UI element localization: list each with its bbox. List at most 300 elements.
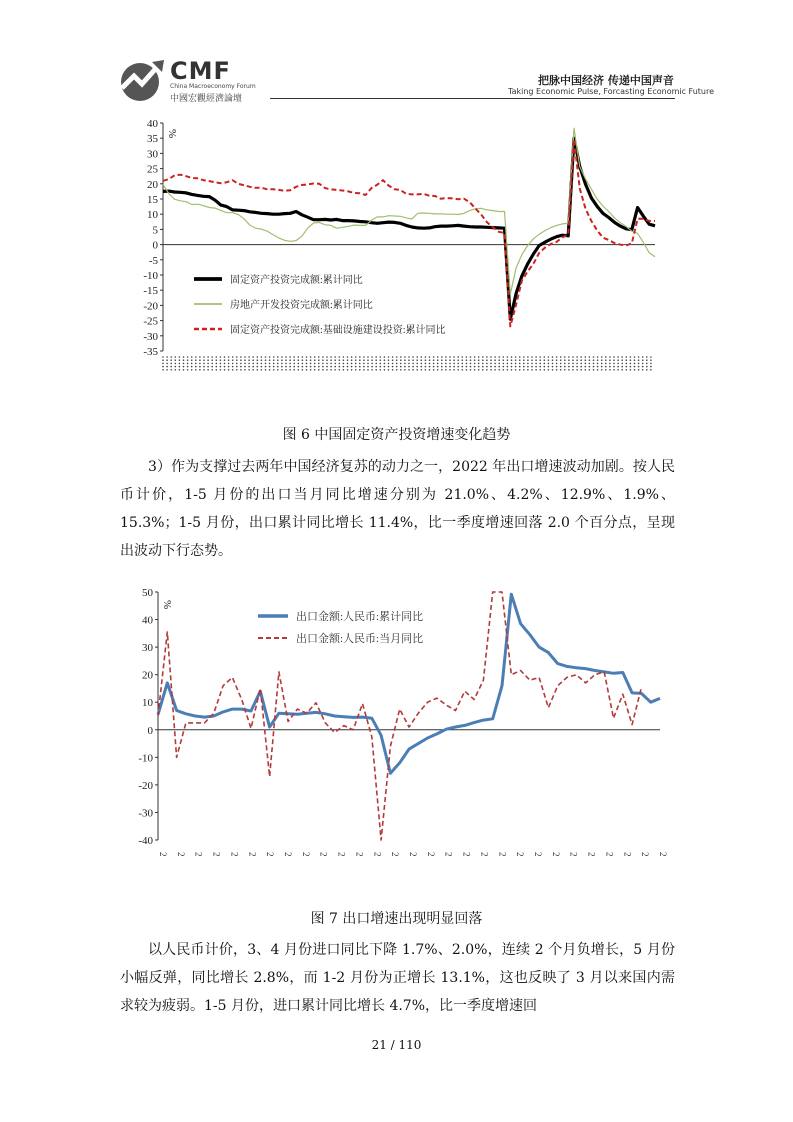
- x-tick-dot: [597, 369, 599, 371]
- x-tick-dot: [170, 369, 172, 371]
- x-tick-label: 2: [425, 852, 436, 857]
- x-tick-dot: [531, 356, 533, 358]
- x-tick-dot: [572, 356, 574, 358]
- x-tick-dot: [507, 369, 509, 371]
- x-tick-dot: [564, 369, 566, 371]
- x-tick-dot: [293, 369, 295, 371]
- y-tick-label: 40: [147, 118, 158, 130]
- x-tick-dot: [330, 356, 332, 358]
- x-tick-dot: [498, 363, 500, 365]
- x-tick-dot: [211, 363, 213, 365]
- x-tick-dot: [408, 363, 410, 365]
- x-tick-dot: [277, 369, 279, 371]
- x-tick-dot: [552, 366, 554, 368]
- x-tick-dot: [597, 366, 599, 368]
- x-tick-dot: [199, 366, 201, 368]
- x-tick-dot: [511, 363, 513, 365]
- x-tick-dot: [585, 366, 587, 368]
- x-tick-dot: [593, 359, 595, 361]
- x-tick-dot: [195, 366, 197, 368]
- x-tick-dot: [371, 359, 373, 361]
- x-tick-dot: [322, 369, 324, 371]
- x-tick-dot: [564, 366, 566, 368]
- x-tick-dot: [515, 359, 517, 361]
- y-unit-label: %: [166, 129, 178, 139]
- x-tick-dot: [503, 363, 505, 365]
- x-tick-dot: [232, 363, 234, 365]
- x-tick-dot: [339, 369, 341, 371]
- x-tick-dot: [503, 366, 505, 368]
- x-tick-dot: [490, 359, 492, 361]
- x-tick-dot: [318, 363, 320, 365]
- x-tick-label: 2: [604, 852, 615, 857]
- x-tick-dot: [199, 359, 201, 361]
- x-tick-dot: [621, 356, 623, 358]
- x-tick-dot: [580, 363, 582, 365]
- paragraph-export-text: 3）作为支撑过去两年中国经济复苏的动力之一，2022 年出口增速波动加剧。按人民币计价，1-5 月份的出口当月同比增速分别为 21.0%、4.2%、12.9%、1.9%、15.3%；1-5 月份，出口累计同比增长 11.4%，比一季度增速回落 2.0 个百分点，呈现出波动下行态势。: [120, 459, 675, 559]
- x-tick-dot: [462, 363, 464, 365]
- x-tick-dot: [564, 363, 566, 365]
- x-tick-dot: [400, 356, 402, 358]
- x-tick-label: 2: [354, 852, 365, 857]
- y-tick-label: -10: [138, 752, 153, 765]
- x-tick-dot: [425, 369, 427, 371]
- x-tick-dot: [334, 356, 336, 358]
- x-tick-dot: [293, 363, 295, 365]
- x-tick-dot: [359, 366, 361, 368]
- x-tick-dot: [179, 366, 181, 368]
- x-tick-label: 2: [568, 852, 579, 857]
- x-tick-dot: [261, 363, 263, 365]
- x-tick-dot: [404, 356, 406, 358]
- x-tick-dot: [347, 369, 349, 371]
- x-tick-dot: [601, 363, 603, 365]
- x-tick-dot: [211, 366, 213, 368]
- figure6-caption: 图 6 中国固定资产投资增速变化趋势: [282, 427, 511, 443]
- x-tick-dot: [310, 356, 312, 358]
- x-tick-dot: [441, 359, 443, 361]
- x-tick-dot: [248, 369, 250, 371]
- x-tick-dot: [416, 369, 418, 371]
- x-tick-dot: [183, 359, 185, 361]
- x-tick-dot: [248, 363, 250, 365]
- x-tick-dot: [630, 366, 632, 368]
- x-tick-dot: [474, 359, 476, 361]
- x-tick-dot: [626, 363, 628, 365]
- x-tick-dot: [531, 366, 533, 368]
- x-tick-dot: [224, 359, 226, 361]
- y-tick-label: -25: [143, 315, 158, 328]
- x-tick-dot: [330, 363, 332, 365]
- x-tick-dot: [343, 356, 345, 358]
- x-tick-dot: [240, 369, 242, 371]
- figure7-chart: [128, 582, 668, 864]
- x-tick-dot: [347, 356, 349, 358]
- x-tick-dot: [170, 363, 172, 365]
- y-tick-label: -35: [143, 346, 158, 358]
- x-tick-dot: [453, 356, 455, 358]
- x-tick-dot: [642, 369, 644, 371]
- x-tick-dot: [519, 359, 521, 361]
- x-tick-dot: [261, 359, 263, 361]
- x-tick-dot: [429, 359, 431, 361]
- x-tick-dot: [367, 369, 369, 371]
- x-tick-dot: [339, 366, 341, 368]
- x-tick-dot: [585, 363, 587, 365]
- x-tick-dot: [384, 366, 386, 368]
- x-tick-dot: [203, 369, 205, 371]
- cmf-logo-mark-icon: [118, 58, 166, 102]
- x-tick-dot: [421, 369, 423, 371]
- y-tick-label: 30: [147, 148, 158, 161]
- x-tick-dot: [449, 359, 451, 361]
- x-tick-dot: [568, 363, 570, 365]
- x-tick-dot: [277, 356, 279, 358]
- x-tick-dot: [445, 369, 447, 371]
- x-tick-dot: [449, 356, 451, 358]
- x-tick-dot: [371, 363, 373, 365]
- x-tick-dot: [318, 359, 320, 361]
- x-tick-dot: [638, 356, 640, 358]
- x-tick-dot: [400, 359, 402, 361]
- x-tick-dot: [273, 356, 275, 358]
- x-tick-dot: [572, 369, 574, 371]
- x-tick-dot: [503, 369, 505, 371]
- x-tick-dot: [257, 363, 259, 365]
- x-tick-dot: [482, 359, 484, 361]
- x-tick-dot: [162, 369, 164, 371]
- x-tick-dot: [203, 359, 205, 361]
- x-tick-dot: [355, 369, 357, 371]
- x-tick-dot: [441, 356, 443, 358]
- x-tick-dot: [355, 359, 357, 361]
- x-tick-dot: [289, 359, 291, 361]
- x-tick-dot: [298, 356, 300, 358]
- x-tick-dot: [166, 359, 168, 361]
- x-tick-dot: [183, 363, 185, 365]
- x-tick-dot: [593, 356, 595, 358]
- x-tick-dot: [490, 369, 492, 371]
- x-tick-dot: [650, 363, 652, 365]
- x-tick-dot: [531, 363, 533, 365]
- x-tick-label: 2: [300, 852, 311, 857]
- x-tick-dot: [474, 356, 476, 358]
- x-tick-dot: [572, 359, 574, 361]
- x-tick-dot: [187, 363, 189, 365]
- x-tick-dot: [293, 359, 295, 361]
- x-tick-dot: [306, 369, 308, 371]
- x-tick-dot: [384, 359, 386, 361]
- x-tick-dot: [437, 366, 439, 368]
- x-tick-dot: [404, 366, 406, 368]
- x-tick-dot: [601, 369, 603, 371]
- x-tick-dot: [396, 369, 398, 371]
- x-tick-label: 2: [193, 852, 204, 857]
- x-tick-dot: [552, 363, 554, 365]
- x-tick-dot: [646, 369, 648, 371]
- x-tick-dot: [449, 369, 451, 371]
- x-tick-dot: [650, 366, 652, 368]
- x-tick-dot: [170, 356, 172, 358]
- x-tick-dot: [187, 359, 189, 361]
- x-tick-dot: [560, 363, 562, 365]
- x-tick-dot: [560, 369, 562, 371]
- x-tick-dot: [429, 366, 431, 368]
- x-tick-dot: [605, 369, 607, 371]
- x-tick-dot: [326, 359, 328, 361]
- x-tick-dot: [539, 363, 541, 365]
- x-tick-dot: [289, 363, 291, 365]
- x-tick-dot: [207, 363, 209, 365]
- x-tick-dot: [314, 356, 316, 358]
- x-tick-dot: [605, 366, 607, 368]
- y-tick-label: 50: [142, 587, 153, 599]
- x-tick-dot: [257, 359, 259, 361]
- x-tick-dot: [191, 366, 193, 368]
- x-tick-dot: [642, 366, 644, 368]
- x-tick-dot: [527, 366, 529, 368]
- x-tick-dot: [166, 363, 168, 365]
- x-tick-dot: [265, 356, 267, 358]
- x-tick-dot: [252, 369, 254, 371]
- x-tick-dot: [371, 356, 373, 358]
- x-tick-dot: [162, 359, 164, 361]
- x-tick-dot: [429, 356, 431, 358]
- x-tick-dot: [544, 366, 546, 368]
- x-tick-dot: [257, 356, 259, 358]
- x-tick-dot: [421, 359, 423, 361]
- x-tick-dot: [634, 363, 636, 365]
- x-tick-dot: [478, 356, 480, 358]
- x-tick-label: 2: [658, 852, 668, 857]
- x-tick-dot: [179, 356, 181, 358]
- x-tick-dot: [351, 359, 353, 361]
- x-tick-dot: [203, 366, 205, 368]
- x-tick-dot: [392, 363, 394, 365]
- x-tick-dot: [375, 359, 377, 361]
- x-tick-dot: [351, 356, 353, 358]
- x-tick-dot: [593, 363, 595, 365]
- x-tick-dot: [285, 363, 287, 365]
- x-tick-dot: [281, 356, 283, 358]
- x-tick-dot: [462, 369, 464, 371]
- x-tick-dot: [302, 356, 304, 358]
- x-tick-dot: [416, 356, 418, 358]
- paragraph-import-text: 以人民币计价，3、4 月份进口同比下降 1.7%、2.0%，连续 2 个月负增长，5 月份小幅反弹，同比增长 2.8%，而 1-2 月份为正增长 13.1%，这也反映了 3 月以来国内需求较为疲弱。1-5 月份，进口累计同比增长 4.7%，比一季度增速回: [120, 942, 675, 1014]
- x-tick-label: 2: [461, 852, 472, 857]
- x-tick-dot: [220, 363, 222, 365]
- x-tick-dot: [605, 356, 607, 358]
- x-tick-dot: [375, 363, 377, 365]
- x-tick-dot: [576, 366, 578, 368]
- x-tick-dot: [486, 359, 488, 361]
- x-tick-dot: [273, 363, 275, 365]
- x-tick-dot: [302, 359, 304, 361]
- x-tick-dot: [289, 366, 291, 368]
- x-tick-dot: [318, 366, 320, 368]
- x-tick-dot: [548, 356, 550, 358]
- x-tick-dot: [535, 366, 537, 368]
- x-tick-dot: [371, 369, 373, 371]
- x-tick-dot: [425, 356, 427, 358]
- x-tick-dot: [191, 359, 193, 361]
- x-tick-dot: [412, 363, 414, 365]
- y-tick-label: 25: [147, 163, 158, 176]
- x-tick-dot: [527, 356, 529, 358]
- x-tick-dot: [646, 359, 648, 361]
- x-tick-dot: [314, 369, 316, 371]
- x-tick-dot: [486, 363, 488, 365]
- x-tick-dot: [453, 369, 455, 371]
- x-tick-dot: [183, 356, 185, 358]
- logo-text: CMF: [170, 57, 231, 85]
- x-tick-dot: [433, 366, 435, 368]
- x-tick-dot: [216, 363, 218, 365]
- x-tick-dot: [195, 369, 197, 371]
- x-tick-dot: [638, 359, 640, 361]
- x-tick-dot: [421, 356, 423, 358]
- x-tick-dot: [556, 366, 558, 368]
- x-tick-dot: [478, 366, 480, 368]
- x-tick-label: 2: [640, 852, 651, 857]
- x-tick-dot: [343, 363, 345, 365]
- x-tick-dot: [445, 356, 447, 358]
- x-tick-dot: [261, 369, 263, 371]
- x-tick-dot: [601, 366, 603, 368]
- x-tick-dot: [457, 359, 459, 361]
- x-tick-dot: [392, 366, 394, 368]
- x-tick-dot: [224, 356, 226, 358]
- x-tick-dot: [392, 356, 394, 358]
- x-tick-dot: [343, 369, 345, 371]
- x-tick-dot: [252, 366, 254, 368]
- y-tick-label: 40: [142, 614, 153, 627]
- x-tick-dot: [634, 359, 636, 361]
- x-tick-dot: [478, 363, 480, 365]
- x-tick-dot: [626, 356, 628, 358]
- x-tick-dot: [457, 363, 459, 365]
- x-tick-dot: [494, 359, 496, 361]
- x-tick-dot: [380, 366, 382, 368]
- logo-chinese-name: 中國宏觀經濟論壇: [170, 94, 243, 104]
- x-tick-dot: [236, 369, 238, 371]
- x-tick-dot: [220, 359, 222, 361]
- x-tick-dot: [457, 369, 459, 371]
- x-tick-dot: [494, 369, 496, 371]
- x-tick-dot: [326, 356, 328, 358]
- x-tick-dot: [589, 366, 591, 368]
- x-tick-dot: [441, 366, 443, 368]
- x-tick-dot: [572, 363, 574, 365]
- x-tick-dot: [298, 366, 300, 368]
- x-tick-dot: [552, 356, 554, 358]
- x-tick-dot: [380, 359, 382, 361]
- x-tick-dot: [482, 366, 484, 368]
- x-tick-dot: [216, 369, 218, 371]
- x-tick-label: 2: [247, 852, 258, 857]
- x-tick-dot: [425, 366, 427, 368]
- x-tick-dot: [412, 366, 414, 368]
- legend-label-1: 出口金额:人民币:累计同比: [296, 611, 424, 623]
- x-tick-dot: [511, 366, 513, 368]
- x-tick-dot: [617, 356, 619, 358]
- x-tick-dot: [527, 369, 529, 371]
- x-tick-dot: [207, 369, 209, 371]
- x-tick-dot: [486, 369, 488, 371]
- x-tick-dot: [470, 363, 472, 365]
- x-tick-dot: [548, 363, 550, 365]
- x-tick-dot: [425, 359, 427, 361]
- x-tick-dot: [539, 369, 541, 371]
- x-tick-dot: [359, 359, 361, 361]
- x-tick-dot: [351, 363, 353, 365]
- x-tick-dot: [207, 366, 209, 368]
- x-tick-dot: [240, 359, 242, 361]
- x-tick-dot: [310, 369, 312, 371]
- x-tick-dot: [269, 369, 271, 371]
- x-tick-dot: [453, 366, 455, 368]
- x-tick-dot: [191, 369, 193, 371]
- x-tick-dot: [617, 363, 619, 365]
- x-tick-dot: [429, 363, 431, 365]
- x-tick-dot: [498, 359, 500, 361]
- x-tick-dot: [244, 366, 246, 368]
- x-tick-dot: [433, 363, 435, 365]
- x-tick-dot: [576, 359, 578, 361]
- x-tick-dot: [511, 356, 513, 358]
- x-tick-dot: [630, 363, 632, 365]
- x-tick-dot: [314, 363, 316, 365]
- x-tick-dot: [605, 359, 607, 361]
- x-tick-dot: [408, 356, 410, 358]
- x-tick-dot: [175, 356, 177, 358]
- x-tick-dot: [462, 356, 464, 358]
- x-tick-dot: [490, 356, 492, 358]
- x-tick-dot: [515, 363, 517, 365]
- x-tick-dot: [339, 359, 341, 361]
- x-tick-dot: [466, 369, 468, 371]
- x-tick-dot: [314, 366, 316, 368]
- x-tick-dot: [507, 356, 509, 358]
- x-tick-dot: [498, 356, 500, 358]
- x-tick-dot: [449, 363, 451, 365]
- x-tick-dot: [281, 363, 283, 365]
- x-tick-dot: [224, 366, 226, 368]
- x-tick-dot: [236, 366, 238, 368]
- x-tick-dot: [302, 369, 304, 371]
- y-tick-label: -30: [143, 330, 158, 343]
- x-tick-dot: [289, 356, 291, 358]
- x-tick-dot: [544, 356, 546, 358]
- y-tick-label: 10: [142, 697, 153, 710]
- x-tick-dot: [507, 366, 509, 368]
- x-tick-dot: [523, 356, 525, 358]
- x-tick-dot: [228, 359, 230, 361]
- x-tick-dot: [326, 366, 328, 368]
- x-tick-dot: [617, 359, 619, 361]
- x-tick-dot: [355, 366, 357, 368]
- x-tick-dot: [494, 356, 496, 358]
- x-tick-dot: [363, 369, 365, 371]
- header-divider: [270, 98, 675, 99]
- x-tick-dot: [523, 363, 525, 365]
- x-tick-dot: [564, 359, 566, 361]
- x-tick-dot: [396, 366, 398, 368]
- y-tick-label: -20: [143, 300, 158, 313]
- x-tick-dot: [166, 366, 168, 368]
- x-tick-dot: [474, 366, 476, 368]
- x-tick-dot: [281, 359, 283, 361]
